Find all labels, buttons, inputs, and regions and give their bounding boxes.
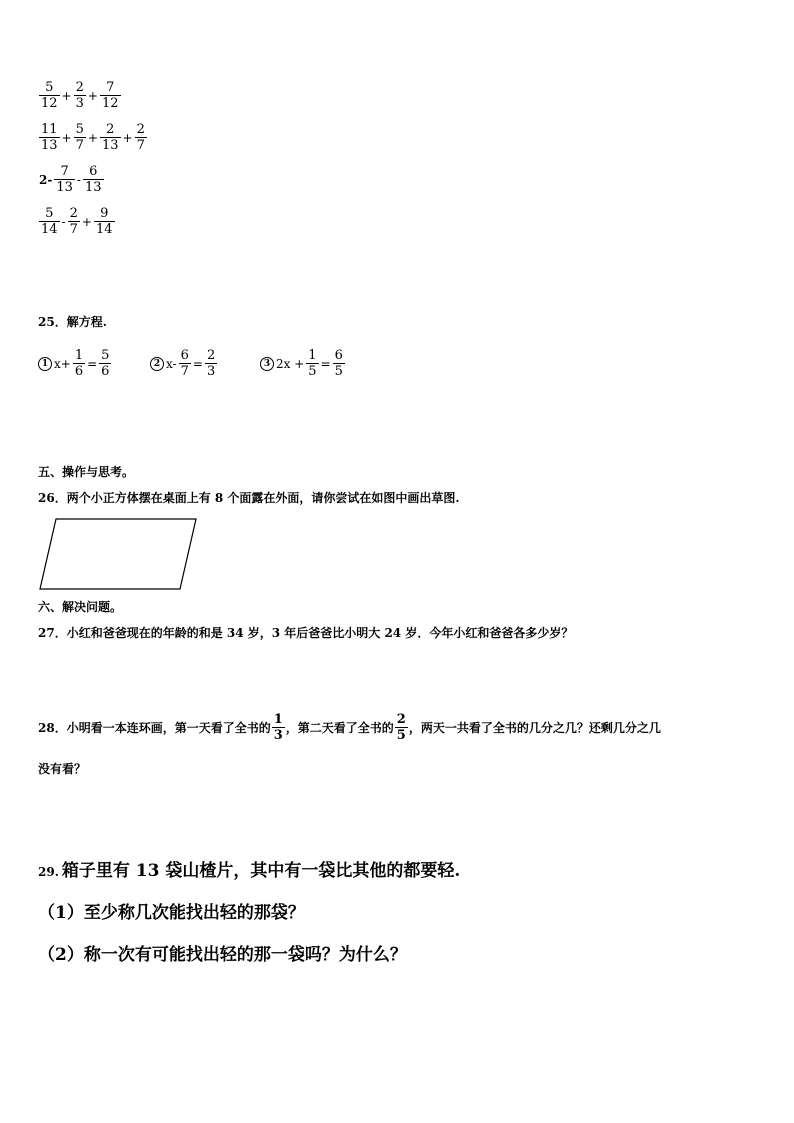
section-6-heading: 六、解决问题。 xyxy=(38,600,123,614)
circled-number-1: 1 xyxy=(38,357,52,371)
fraction: $\frac{7}{12}$ xyxy=(101,80,119,111)
fraction: $\frac{5}{6}$ xyxy=(101,348,110,379)
q29-sub1: （1）至少称几次能找出轻的那袋？ xyxy=(38,903,305,923)
q26-text: 26．两个小正方体摆在桌面上有 8 个面露在外面，请你尝试在如图中画出草图. xyxy=(38,491,460,505)
q29-sub2: （2）称一次有可能找出轻的那一袋吗？为什么？ xyxy=(38,945,407,965)
fraction: $\frac{6}{5}$ xyxy=(334,348,343,379)
fraction: $\frac{6}{7}$ xyxy=(180,348,189,379)
fraction: $\frac{2}{3}$ xyxy=(206,348,216,379)
q28-text: 28．小明看一本连环画，第一天看了全书的 $\frac{1}{3}$ ，第二天看了全书的 $\frac{2}{5}$ ，两天一共看了全书的几分之几？还剩几分之几 xyxy=(38,712,661,743)
equation-2: 2 x- $\frac{6}{7}$ = $\frac{2}{3}$ xyxy=(150,348,218,379)
fraction-expression xyxy=(38,80,122,111)
q25-title: 25．解方程. xyxy=(38,315,107,329)
fraction: $\frac{2}{13}$ xyxy=(101,122,119,153)
fraction-expression xyxy=(38,164,105,195)
circled-number-3: 3 xyxy=(260,357,274,371)
parallelogram-drawing-area[interactable] xyxy=(38,515,200,593)
fraction: $\frac{1}{3}$ xyxy=(273,712,283,743)
fraction: $\frac{9}{14}$ xyxy=(95,206,113,237)
q28-continuation: 没有看？ xyxy=(38,762,87,776)
operator: - xyxy=(76,172,81,187)
fraction-expression xyxy=(38,206,116,237)
fraction: $\frac{2}{3}$ xyxy=(75,80,84,111)
section-5-heading: 五、操作与思考。 xyxy=(38,465,135,479)
operator: + xyxy=(61,88,72,103)
fraction: $\frac{2}{7}$ xyxy=(69,206,78,237)
fraction: $\frac{1}{6}$ xyxy=(74,348,84,379)
fraction: $\frac{1}{5}$ xyxy=(308,348,317,379)
fraction: $\frac{5}{12}$ xyxy=(41,80,58,111)
equation-3: 3 2x + $\frac{1}{5}$ = $\frac{6}{5}$ xyxy=(260,348,346,379)
operator: + xyxy=(87,130,98,145)
fraction: $\frac{6}{13}$ xyxy=(84,164,102,195)
operator: - xyxy=(61,214,66,229)
fraction: $\frac{5}{7}$ xyxy=(75,122,84,153)
q27-text: 27．小红和爸爸现在的年龄的和是 34 岁，3 年后爸爸比小明大 24 岁．今年小红和爸爸各多少岁？ xyxy=(38,626,574,640)
fraction: $\frac{2}{7}$ xyxy=(136,122,145,153)
fraction-expression xyxy=(38,122,148,153)
fraction: $\frac{7}{13}$ xyxy=(56,164,73,195)
fraction: $\frac{5}{14}$ xyxy=(41,206,58,237)
operator: + xyxy=(81,214,92,229)
circled-number-2: 2 xyxy=(150,357,164,371)
fraction: $\frac{11}{13}$ xyxy=(41,122,58,153)
fraction: $\frac{2}{5}$ xyxy=(396,712,406,743)
operator: + xyxy=(87,88,98,103)
operator: + xyxy=(122,130,133,145)
operator: + xyxy=(61,130,72,145)
equation-1: 1 x+ $\frac{1}{6}$ = $\frac{5}{6}$ xyxy=(38,348,112,379)
parallelogram xyxy=(40,519,196,589)
operator: 2- xyxy=(39,172,53,187)
q29-text: 29. 箱子里有 13 袋山楂片，其中有一袋比其他的都要轻. xyxy=(38,861,461,881)
